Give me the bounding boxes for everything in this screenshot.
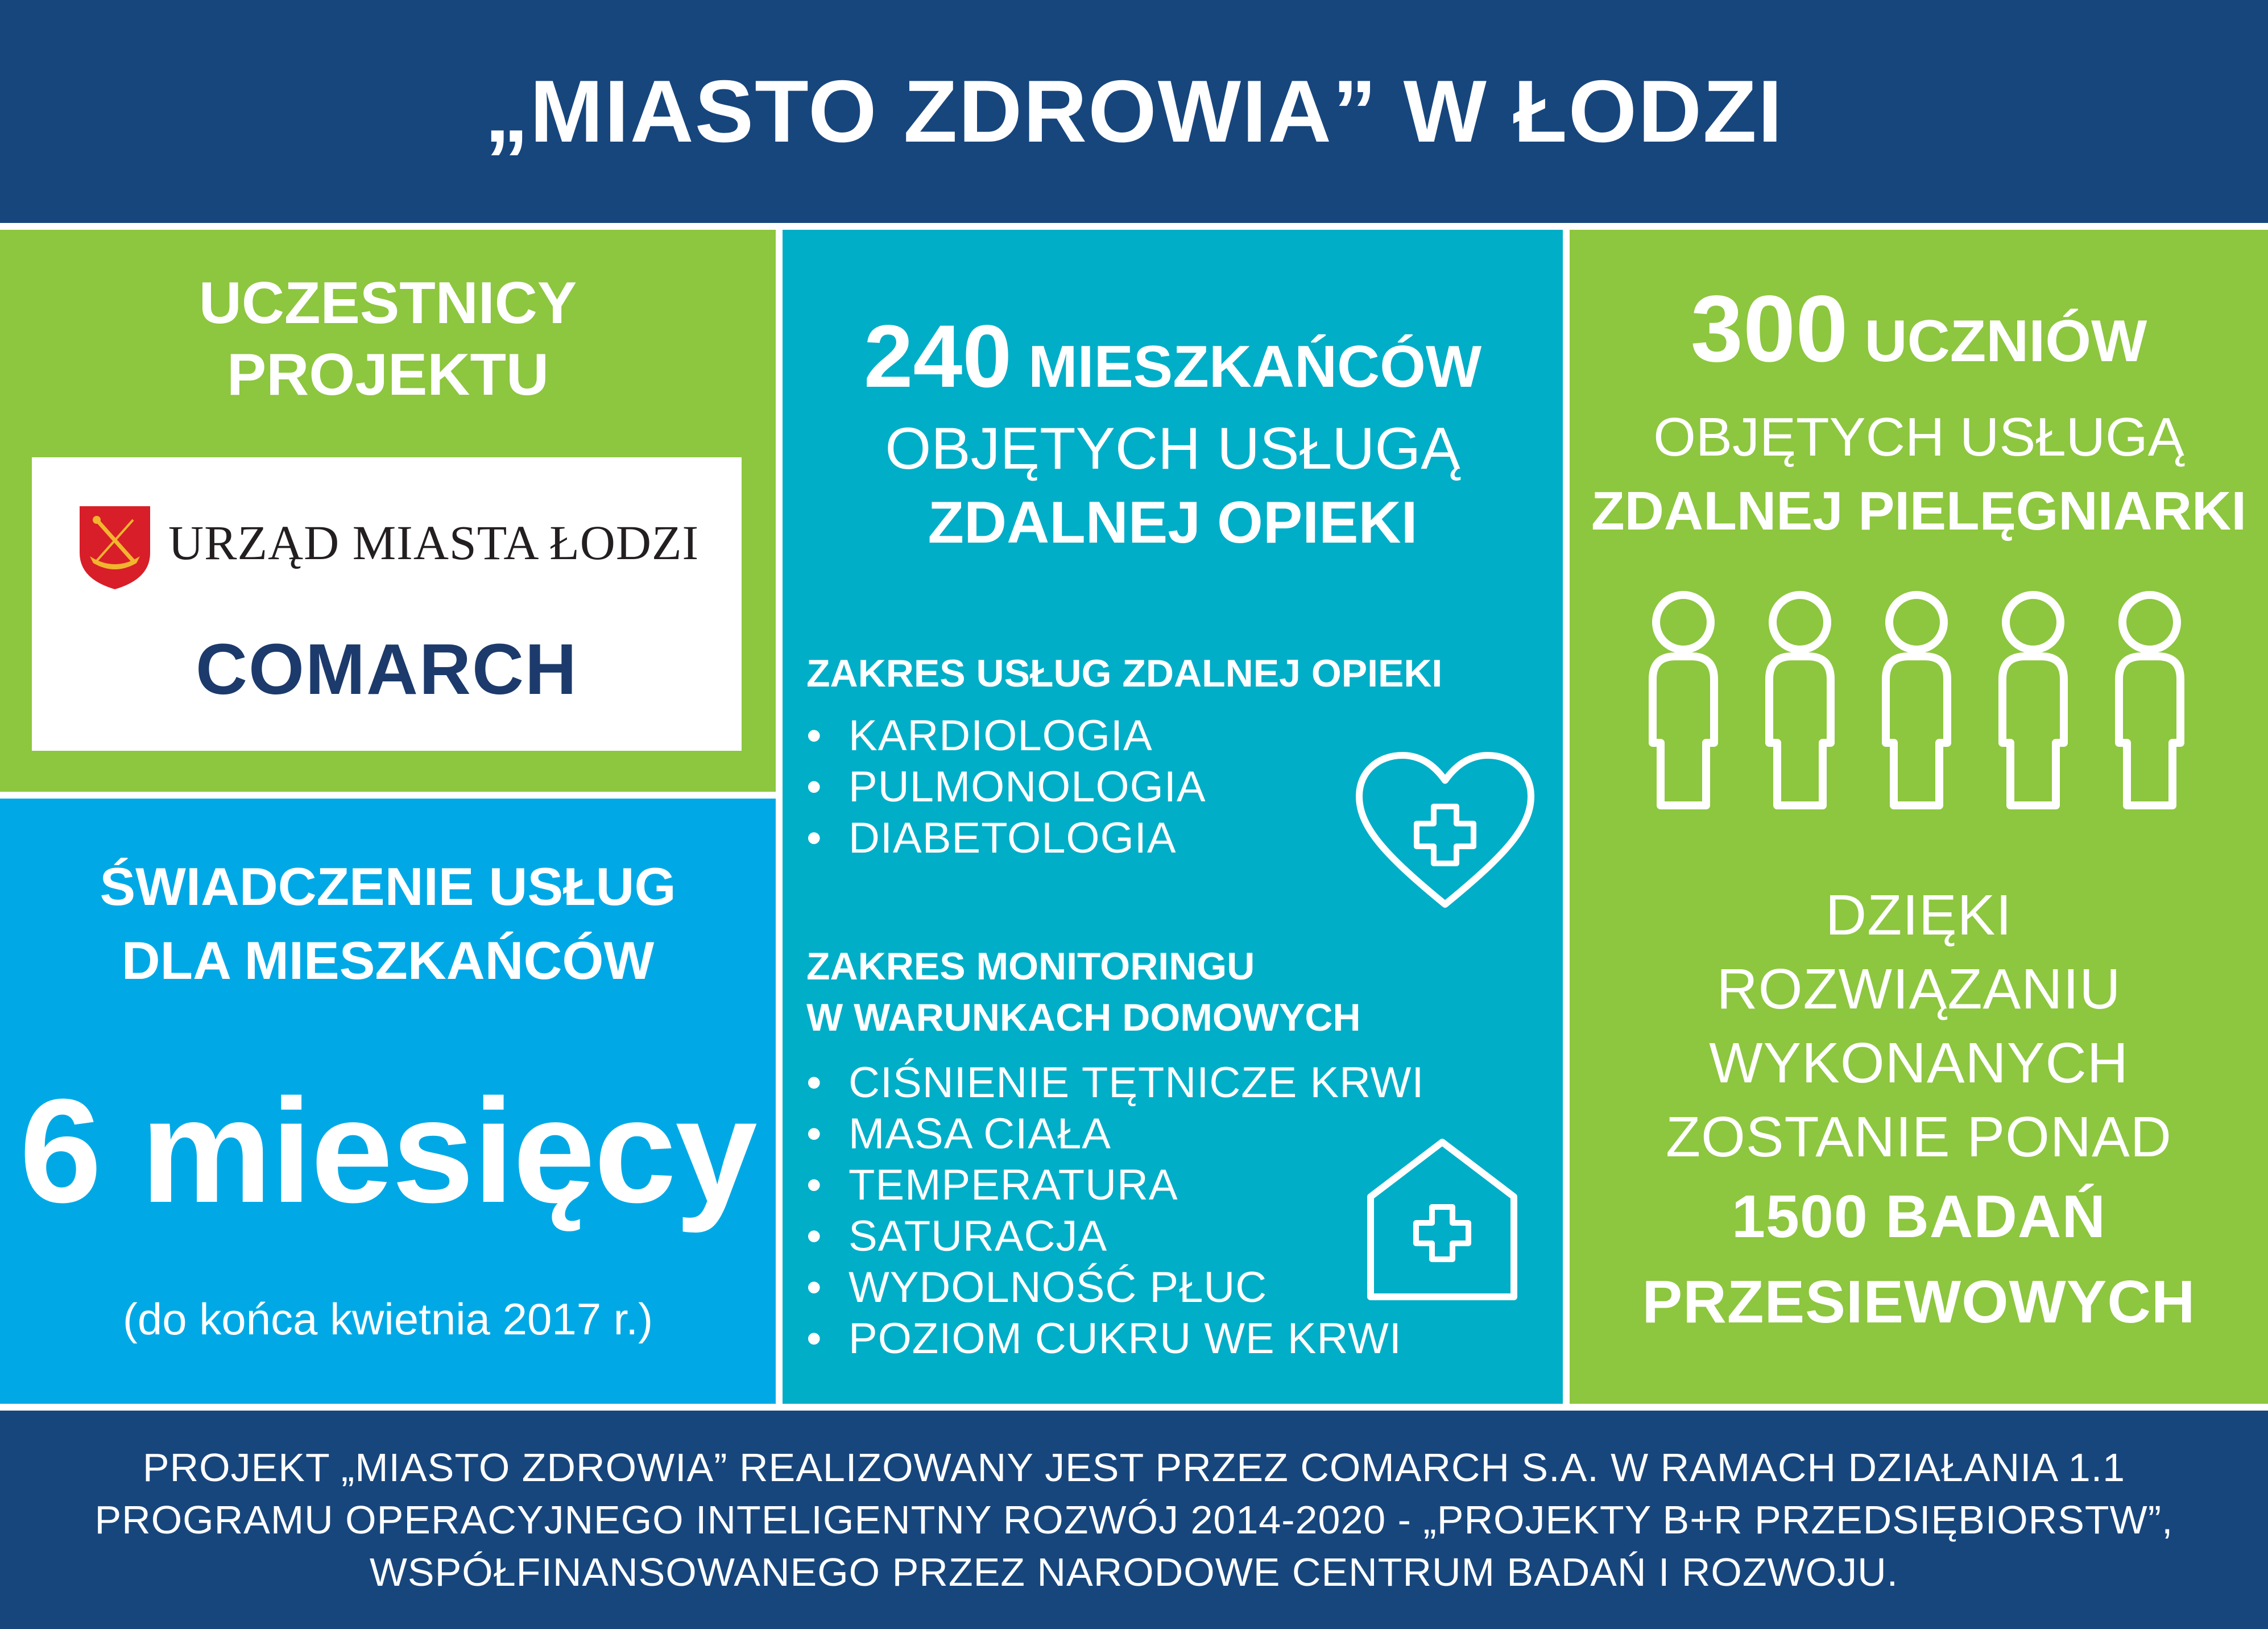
list-item: [806, 710, 1206, 762]
students-count-label: UCZNIÓW: [1864, 308, 2147, 374]
list-item: [806, 1057, 1425, 1109]
students-line2: OBJĘTYCH USŁUGĄ: [1653, 407, 2184, 468]
bullet: •: [806, 1059, 822, 1107]
comarch-logo-text: COMARCH: [196, 629, 578, 709]
services-panel: [0, 799, 776, 1404]
remote-care-panel: [783, 230, 1563, 1404]
logos-box: [32, 457, 742, 751]
list-item: [806, 1211, 1425, 1262]
lodz-coat-of-arms-icon: [77, 504, 152, 590]
page-title: „MIASTO ZDROWIA” W ŁODZI: [485, 62, 1783, 160]
heart-plus-icon: [1351, 747, 1539, 912]
remote-care-count-label: MIESZKAŃCÓW: [1028, 334, 1482, 400]
house-plus-icon: [1363, 1134, 1522, 1305]
services-duration: 6 miesięcy: [19, 1069, 756, 1234]
students-panel: [1570, 230, 2268, 1404]
monitoring-item-label: MASA CIAŁA: [849, 1110, 1111, 1158]
remote-care-line3: ZDALNEJ OPIEKI: [928, 490, 1418, 556]
person-icon: [1886, 595, 1947, 805]
monitoring-title-line2: W WARUNKACH DOMOWYCH: [806, 996, 1361, 1039]
bullet: •: [806, 814, 822, 862]
footer-bar: [0, 1411, 2268, 1629]
monitoring-item-label: TEMPERATURA: [849, 1161, 1178, 1209]
tail-line4: ZOSTANIE PONAD: [1665, 1105, 2172, 1169]
remote-care-subhead: [783, 412, 1563, 560]
monitoring-item-label: CIŚNIENIE TĘTNICZE KRWI: [849, 1059, 1425, 1107]
tail-line3: WYKONANYCH: [1709, 1031, 2129, 1095]
bullet: •: [806, 1314, 822, 1363]
services-title-line1: ŚWIADCZENIE USŁUG: [100, 857, 676, 916]
urzad-miasta-logo-text: URZĄD MIASTA ŁODZI: [168, 515, 700, 570]
person-icon: [2119, 595, 2180, 805]
monitoring-list: [806, 1057, 1425, 1365]
services-note: (do końca kwietnia 2017 r.): [122, 1294, 653, 1344]
bullet: •: [806, 712, 822, 760]
students-tail-text: [1570, 878, 2268, 1345]
list-item: [806, 762, 1206, 813]
monitoring-item-label: POZIOM CUKRU WE KRWI: [849, 1314, 1402, 1363]
tail-line1: DZIĘKI: [1825, 883, 2013, 947]
person-icon: [1769, 595, 1831, 805]
bullet: •: [806, 1263, 822, 1312]
students-subhead: [1570, 400, 2268, 548]
scope-item-label: KARDIOLOGIA: [849, 712, 1153, 760]
tail-line5: 1500 BADAŃ: [1731, 1183, 2106, 1250]
monitoring-title-line1: ZAKRES MONITORINGU: [806, 945, 1255, 988]
header-bar: [0, 0, 2268, 223]
monitoring-item-label: SATURACJA: [849, 1212, 1108, 1260]
participants-title: [0, 267, 776, 411]
remote-care-count: 240: [863, 307, 1012, 406]
scope-item-label: DIABETOLOGIA: [849, 814, 1177, 862]
monitoring-item-label: WYDOLNOŚĆ PŁUC: [849, 1263, 1268, 1312]
list-item: [806, 1313, 1425, 1365]
scope-list: [806, 710, 1206, 864]
list-item: [806, 1109, 1425, 1160]
students-line3: ZDALNEJ PIELĘGNIARKI: [1591, 481, 2247, 541]
person-icon: [2002, 595, 2064, 805]
people-group-icon: [1644, 582, 2212, 810]
footer-line1: PROJEKT „MIASTO ZDROWIA” REALIZOWANY JEST PRZEZ COMARCH S.A. W RAMACH DZIAŁANIA 1.1: [142, 1445, 2126, 1490]
tail-line2: ROZWIĄZANIU: [1716, 957, 2121, 1021]
services-title: [0, 850, 776, 998]
participants-panel: [0, 230, 776, 792]
list-item: [806, 813, 1206, 864]
list-item: [806, 1262, 1425, 1313]
students-count: 300: [1690, 276, 1848, 382]
scope-item-label: PULMONOLOGIA: [849, 763, 1206, 811]
remote-care-line2: OBJĘTYCH USŁUGĄ: [885, 416, 1460, 482]
footer-line2: PROGRAMU OPERACYJNEGO INTELIGENTNY ROZWÓJ 2014-2020 - „PROJEKTY B+R PRZEDSIĘBIORSTW”,: [94, 1498, 2174, 1542]
bullet: •: [806, 1212, 822, 1260]
bullet: •: [806, 1161, 822, 1209]
footer-line3: WSPÓŁFINANSOWANEGO PRZEZ NARODOWE CENTRUM BADAŃ I ROZWOJU.: [369, 1550, 1899, 1594]
list-item: [806, 1160, 1425, 1211]
bullet: •: [806, 1110, 822, 1158]
scope-title: ZAKRES USŁUG ZDALNEJ OPIEKI: [806, 652, 1443, 695]
participants-title-line1: UCZESTNICY: [198, 270, 577, 336]
remote-care-headline: [783, 307, 1563, 410]
bullet: •: [806, 763, 822, 811]
services-title-line2: DLA MIESZKAŃCÓW: [121, 931, 655, 990]
monitoring-title: [806, 941, 1361, 1043]
students-headline: [1570, 276, 2268, 390]
participants-title-line2: PROJEKTU: [226, 342, 549, 408]
tail-line6: PRZESIEWOWYCH: [1642, 1268, 2196, 1336]
person-icon: [1653, 595, 1714, 805]
